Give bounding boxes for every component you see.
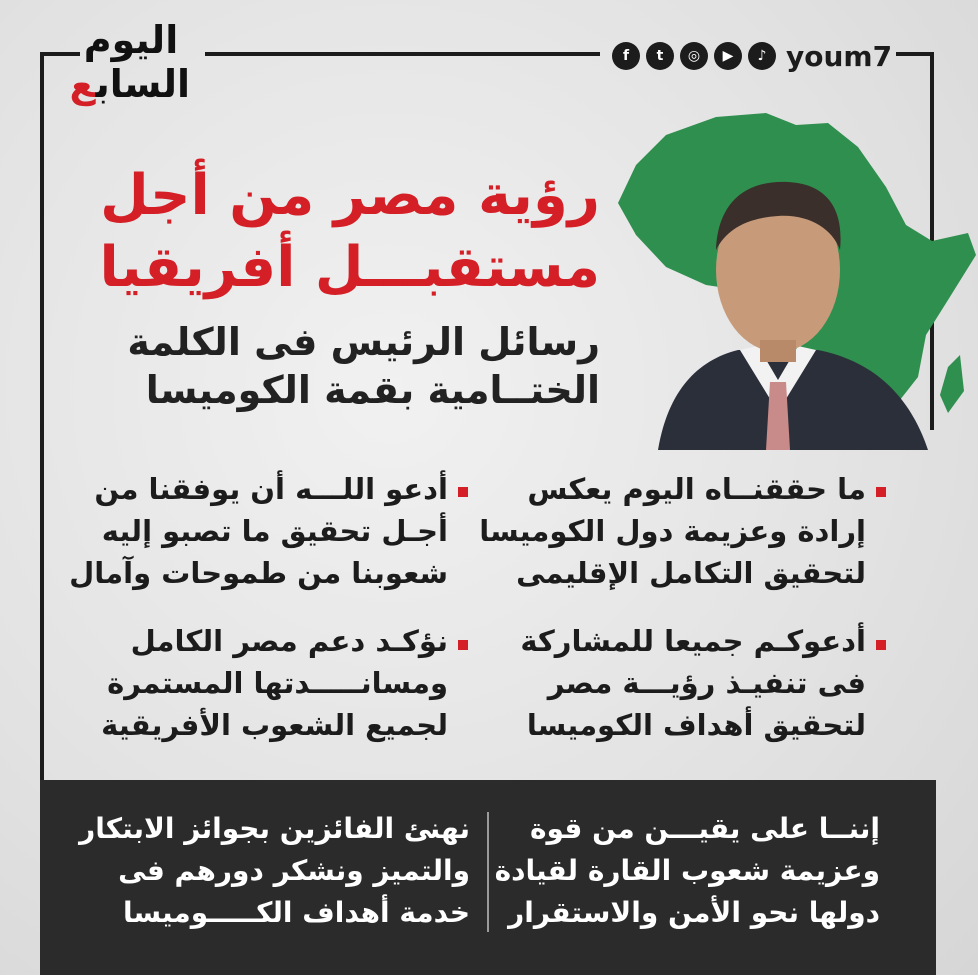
- subtitle-line2: الختــامية بقمة الكوميسا: [145, 368, 600, 412]
- main-title: [60, 160, 600, 304]
- bullet-line: شعوبنا من طموحات وآمال: [69, 556, 448, 590]
- bullet-marker: [876, 640, 886, 650]
- bullet-line: أدعو اللـــه أن يوفقنا من: [94, 472, 448, 506]
- bullet-line: لتحقيق أهداف الكوميسا: [526, 708, 866, 742]
- instagram-icon[interactable]: ◎: [680, 42, 708, 70]
- logo-line1: اليوم: [83, 18, 179, 62]
- bullet-line: لجميع الشعوب الأفريقية: [101, 708, 448, 742]
- bottom-line: نهنئ الفائزين بجوائز الابتكار: [79, 812, 470, 845]
- social-bar: [612, 36, 892, 76]
- title-line2: مستقبـــل أفريقيا: [99, 235, 600, 300]
- bullet-line: نؤكـد دعم مصر الكامل: [130, 624, 448, 658]
- logo-line2: [69, 62, 190, 106]
- frame-line: [896, 52, 934, 56]
- president-portrait: [628, 150, 930, 450]
- bullet-line: فى تنفيـذ رؤيـــة مصر: [547, 666, 866, 700]
- bottom-text-right: [494, 808, 880, 934]
- bullet-line: أدعوكـم جميعا للمشاركة: [520, 624, 866, 658]
- facebook-icon[interactable]: f: [612, 42, 640, 70]
- title-line1: رؤية مصر من أجل: [100, 163, 600, 228]
- bullet-marker: [458, 640, 468, 650]
- bullet-line: ومسانـــــدتها المستمرة: [107, 666, 448, 700]
- bottom-text-left: [80, 808, 470, 934]
- bottom-line: والتميز ونشكر دورهم فى: [118, 854, 470, 887]
- twitter-icon[interactable]: t: [646, 42, 674, 70]
- bullet-item: [69, 468, 448, 594]
- bottom-line: خدمة أهداف الكـــــوميسا: [122, 896, 470, 929]
- bottom-line: إننــا على يقيـــن من قوة: [529, 812, 880, 845]
- youtube-icon[interactable]: ▶: [714, 42, 742, 70]
- bullet-line: لتحقيق التكامل الإقليمى: [516, 556, 866, 590]
- logo-line2-black: الساب: [95, 62, 190, 106]
- bullet-item: [479, 468, 866, 594]
- bullet-item: [82, 620, 448, 746]
- brand-handle: youm7: [786, 39, 893, 73]
- bullet-line: أجـل تحقيق ما تصبو إليه: [101, 514, 448, 548]
- frame-line: [40, 52, 44, 780]
- subtitle-line1: رسائل الرئيس فى الكلمة: [127, 320, 600, 364]
- logo-line2-red: ع: [69, 62, 96, 106]
- subtitle: [60, 318, 600, 414]
- bullet-marker: [458, 487, 468, 497]
- panel-divider: [487, 812, 489, 932]
- bullet-line: إرادة وعزيمة دول الكوميسا: [479, 514, 866, 548]
- bottom-line: دولها نحو الأمن والاستقرار: [508, 896, 880, 929]
- bullet-item: [500, 620, 866, 746]
- bottom-line: وعزيمة شعوب القارة لقيادة: [494, 854, 880, 887]
- tiktok-icon[interactable]: ♪: [748, 42, 776, 70]
- bullet-line: ما حققنــاه اليوم يعكس: [527, 472, 866, 506]
- youm7-logo: [69, 18, 190, 114]
- bullet-marker: [876, 487, 886, 497]
- frame-line: [205, 52, 600, 56]
